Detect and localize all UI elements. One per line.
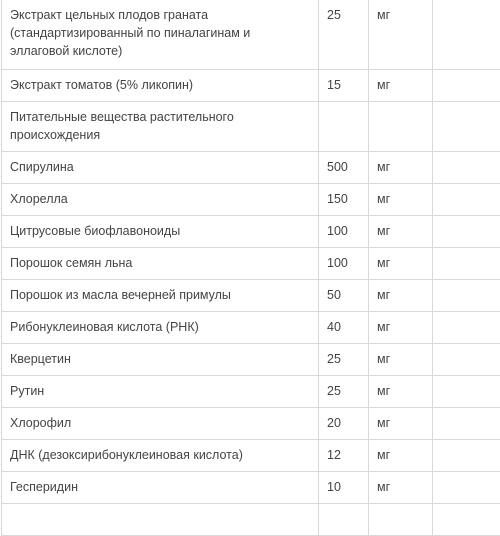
table-row xyxy=(2,312,500,344)
ingredient-amount-cell: 20 xyxy=(319,408,369,440)
ingredient-extra-cell xyxy=(433,440,500,472)
table-row xyxy=(2,440,500,472)
ingredient-amount-cell xyxy=(319,504,369,536)
table-row xyxy=(2,184,500,216)
ingredient-amount-cell: 25 xyxy=(319,344,369,376)
ingredient-amount-cell: 50 xyxy=(319,280,369,312)
ingredient-name-cell: Экстракт цельных плодов граната (стандартизированный по пиналагинам и эллаговой кислоте) xyxy=(2,0,319,70)
ingredient-unit-cell: мг xyxy=(369,216,433,248)
ingredient-extra-cell xyxy=(433,152,500,184)
ingredient-extra-cell xyxy=(433,312,500,344)
ingredient-name-cell: Спирулина xyxy=(2,152,319,184)
ingredient-name-cell: Гесперидин xyxy=(2,472,319,504)
table-row xyxy=(2,344,500,376)
ingredient-unit-cell xyxy=(369,504,433,536)
ingredient-amount-cell: 100 xyxy=(319,216,369,248)
ingredient-unit-cell: мг xyxy=(369,70,433,102)
ingredient-unit-cell: мг xyxy=(369,344,433,376)
ingredient-unit-cell: мг xyxy=(369,152,433,184)
table-row xyxy=(2,152,500,184)
ingredient-amount-cell: 15 xyxy=(319,70,369,102)
ingredient-name-cell: ДНК (дезоксирибонуклеиновая кислота) xyxy=(2,440,319,472)
ingredient-extra-cell xyxy=(433,344,500,376)
ingredient-extra-cell xyxy=(433,0,500,70)
table-row xyxy=(2,216,500,248)
ingredient-extra-cell xyxy=(433,248,500,280)
ingredient-unit-cell: мг xyxy=(369,0,433,70)
ingredient-extra-cell xyxy=(433,184,500,216)
ingredient-unit-cell: мг xyxy=(369,440,433,472)
ingredients-table xyxy=(1,0,500,536)
ingredient-extra-cell xyxy=(433,504,500,536)
ingredient-name-cell: Цитрусовые биофлавоноиды xyxy=(2,216,319,248)
ingredient-amount-cell: 25 xyxy=(319,376,369,408)
ingredient-extra-cell xyxy=(433,216,500,248)
ingredient-unit-cell: мг xyxy=(369,184,433,216)
ingredient-amount-cell: 25 xyxy=(319,0,369,70)
ingredient-amount-cell: 100 xyxy=(319,248,369,280)
table-row xyxy=(2,0,500,70)
ingredient-name-cell: Порошок семян льна xyxy=(2,248,319,280)
ingredient-name-cell: Кверцетин xyxy=(2,344,319,376)
table-row xyxy=(2,70,500,102)
ingredient-unit-cell: мг xyxy=(369,312,433,344)
ingredient-unit-cell: мг xyxy=(369,408,433,440)
ingredient-amount-cell: 500 xyxy=(319,152,369,184)
table-row xyxy=(2,280,500,312)
ingredient-name-cell: Рибонуклеиновая кислота (РНК) xyxy=(2,312,319,344)
section-header-row xyxy=(2,102,500,152)
ingredient-extra-cell xyxy=(433,280,500,312)
ingredient-unit-cell: мг xyxy=(369,248,433,280)
table-row xyxy=(2,472,500,504)
ingredient-name-cell: Порошок из масла вечерней примулы xyxy=(2,280,319,312)
ingredient-amount-cell: 40 xyxy=(319,312,369,344)
ingredient-extra-cell xyxy=(433,408,500,440)
ingredient-unit-cell: мг xyxy=(369,280,433,312)
ingredient-name-cell: Хлорелла xyxy=(2,184,319,216)
ingredient-unit-cell: мг xyxy=(369,472,433,504)
ingredients-table-body xyxy=(2,0,500,536)
ingredient-amount-cell xyxy=(319,102,369,152)
ingredient-name-cell: Рутин xyxy=(2,376,319,408)
ingredient-amount-cell: 12 xyxy=(319,440,369,472)
table-row xyxy=(2,408,500,440)
table-row xyxy=(2,248,500,280)
table-row xyxy=(2,376,500,408)
ingredient-extra-cell xyxy=(433,70,500,102)
ingredient-name-cell xyxy=(2,504,319,536)
ingredient-amount-cell: 10 xyxy=(319,472,369,504)
ingredient-name-cell: Экстракт томатов (5% ликопин) xyxy=(2,70,319,102)
ingredient-extra-cell xyxy=(433,102,500,152)
ingredient-unit-cell: мг xyxy=(369,376,433,408)
ingredient-unit-cell xyxy=(369,102,433,152)
ingredient-amount-cell: 150 xyxy=(319,184,369,216)
ingredient-name-cell: Хлорофил xyxy=(2,408,319,440)
table-row xyxy=(2,504,500,536)
ingredient-extra-cell xyxy=(433,472,500,504)
section-header-cell: Питательные вещества растительного происхождения xyxy=(2,102,319,152)
ingredient-extra-cell xyxy=(433,376,500,408)
